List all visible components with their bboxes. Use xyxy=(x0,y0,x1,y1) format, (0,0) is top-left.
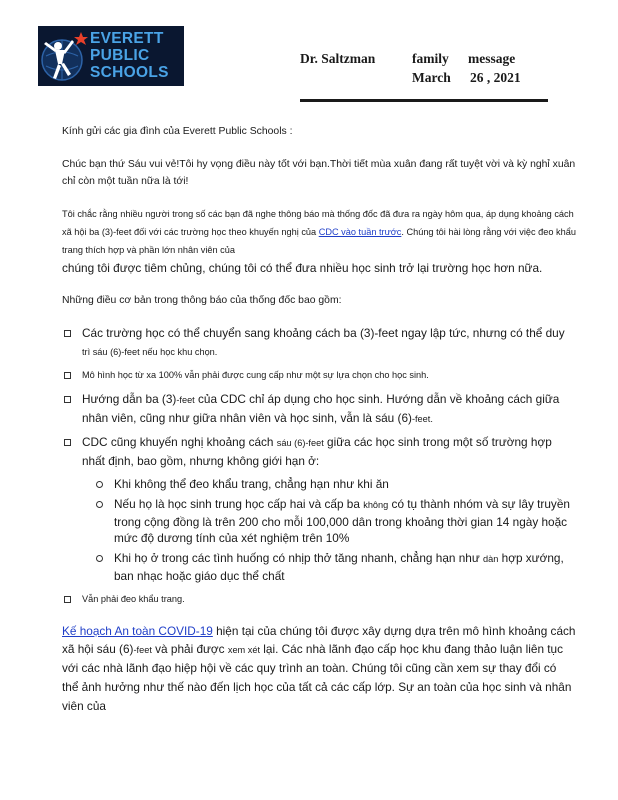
sub-bullet-3-a: Khi họ ở trong các tình huống có nhịp thở tăng nhanh, chẳng hạn như xyxy=(114,551,484,566)
covid-safety-plan-link[interactable]: Kế hoạch An toàn COVID-19 xyxy=(62,623,213,638)
bullet-3-c: của CDC chỉ áp dụng cho học sinh. Hướng dẫn về khoảng cách giữa nhân viên, cũng như giữa nhân viên và học sinh, vẫn là sáu (6) xyxy=(82,391,560,425)
paragraph-2-text-2: . Chúng tôi hài lòng rằng với việc đeo khẩu trang thích hợp và phần lớn nhân viên của xyxy=(62,227,576,255)
paragraph-3-text-2: -feet xyxy=(133,645,152,656)
header-date: 26 , 2021 xyxy=(470,70,521,85)
header-message: message xyxy=(468,51,516,66)
bullet-3-a: Hướng dẫn ba (3) xyxy=(82,391,177,406)
paragraph-2-text-1: Tôi chắc rằng nhiều người trong số các bạn đã nghe thông báo mà thống đốc đã đưa ra ngày hôm qua, áp dụng khoảng cách xã hội ba (3)-feet đối với các trường học theo khuyến nghị của xyxy=(62,209,574,238)
letter-body xyxy=(62,124,576,733)
logo-line-public: PUBLIC xyxy=(90,47,150,64)
list-item xyxy=(82,496,576,547)
list-item xyxy=(62,591,576,609)
paragraph-3-text-3: và phải được xyxy=(151,642,228,657)
greeting: Kính gửi các gia đình của Everett Public Schools : xyxy=(62,126,293,137)
bullet-3-b: -feet xyxy=(176,394,195,405)
everett-public-schools-logo xyxy=(38,26,184,86)
governor-announcement-list xyxy=(62,325,576,608)
bullet-4-b: sáu (6)-feet xyxy=(276,438,324,449)
sub-bullet-3-c: hợp xướng, ban nhạc hoặc giáo dục thể chất xyxy=(114,551,564,583)
cdc-link[interactable]: CDC vào tuần trước xyxy=(318,227,402,238)
logo-wordmark xyxy=(90,30,184,81)
list-item xyxy=(62,434,576,584)
bullet-3-d: -feet. xyxy=(411,413,433,424)
paragraph-3 xyxy=(62,623,576,717)
list-item xyxy=(62,325,576,361)
sub-bullet-3-b: dàn xyxy=(483,554,499,565)
letter-header xyxy=(300,49,560,87)
paragraph-2 xyxy=(62,206,576,276)
paragraph-3-text-5: lại. Các nhà lãnh đạo cấp học khu đang thảo luận liên tục với các nhà lãnh đạo hiệp hội về các quy trình an toàn. Chúng tôi cũng cần xem sự thay đổi có thể ảnh hưởng như thế nào đến lịch học của tất cả các cấp lớp. Sự an toàn của học sinh và nhân viên của xyxy=(62,642,572,713)
header-month: March xyxy=(412,70,451,85)
logo-line-everett: EVERETT xyxy=(90,30,164,47)
paragraph-2-text-3: chúng tôi được tiêm chủng, chúng tôi có thể đưa nhiều học sinh trở lại trường học hơn nữa. xyxy=(62,260,543,275)
list-item xyxy=(62,367,576,385)
paragraph-3-text-4: xem xét xyxy=(227,645,261,656)
bullet-4-c: giữa các học sinh trong một số trường hợp nhất định, bao gồm, nhưng không giới hạn ở: xyxy=(82,435,552,469)
paragraph-1: Chúc bạn thứ Sáu vui vẻ!Tôi hy vọng điều này tốt với bạn.Thời tiết mùa xuân đang rất tuyệt vời và kỳ nghỉ xuân chỉ còn một tuần nữa là tới! xyxy=(62,158,576,187)
header-rule xyxy=(300,99,548,102)
bullet-1-line-1: Các trường học có thể chuyển sang khoảng cách ba (3)-feet ngay lập tức, nhưng có thể duy xyxy=(82,326,565,341)
bullet-4-a: CDC cũng khuyến nghị khoảng cách xyxy=(82,435,277,450)
bullet-2: Mô hình học từ xa 100% vẫn phải được cung cấp như một sự lựa chọn cho học sinh. xyxy=(82,369,429,380)
logo-line-schools: SCHOOLS xyxy=(90,64,169,81)
circumstances-sublist xyxy=(82,476,576,585)
list-item xyxy=(62,391,576,429)
sub-bullet-1: Khi không thể đeo khẩu trang, chẳng hạn như khi ăn xyxy=(114,476,389,491)
header-name: Dr. Saltzman xyxy=(300,51,376,66)
sub-bullet-2-c: có tụ thành nhóm và sự lây truyền trong cộng đồng là trên 200 cho mỗi 100,000 dân trong khoảng thời gian 14 ngày hoặc mức độ dương tính của xét nghiệm trên 10% xyxy=(114,496,570,546)
sub-bullet-2-b: không xyxy=(363,499,389,510)
bullet-5: Vẫn phải đeo khẩu trang. xyxy=(82,593,185,604)
bullet-1-line-2: trì sáu (6)-feet nếu học khu chọn. xyxy=(82,347,218,358)
list-item xyxy=(82,550,576,585)
paragraph-3-text-1: hiện tại của chúng tôi được xây dựng dựa trên mô hình khoảng cách xã hội sáu (6) xyxy=(62,623,576,657)
list-item xyxy=(82,476,576,493)
header-family: family xyxy=(412,51,449,66)
list-intro: Những điều cơ bản trong thông báo của thống đốc bao gồm: xyxy=(62,294,342,306)
sub-bullet-2-a: Nếu họ là học sinh trung học cấp hai và cấp ba xyxy=(114,496,364,511)
